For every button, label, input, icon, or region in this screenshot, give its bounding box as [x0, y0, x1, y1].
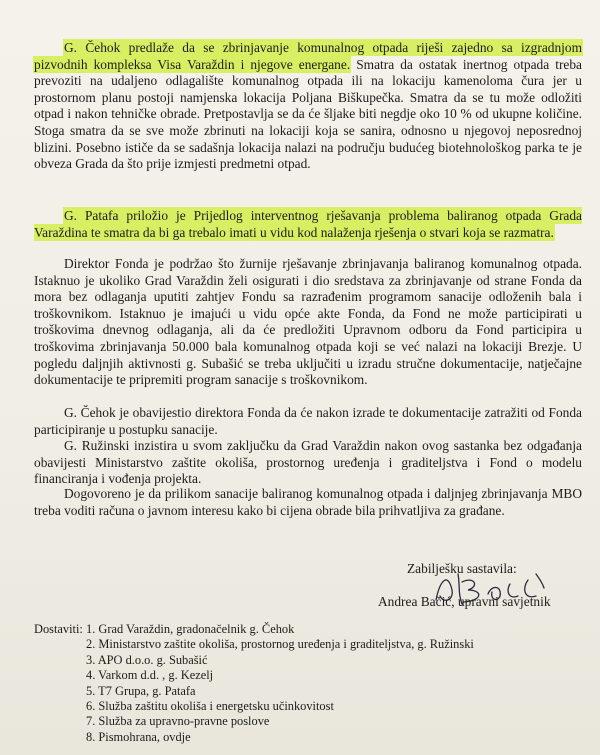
- list-item: 1. Grad Varaždin, gradonačelnik g. Čehok: [86, 622, 295, 636]
- list-item: 5. T7 Grupa, g. Patafa: [86, 683, 196, 698]
- paragraph-cehok-proposal: [34, 40, 582, 173]
- list-item: 2. Ministarstvo zaštite okoliša, prostornog uređenja i graditeljstva, g. Ružinski: [86, 637, 474, 652]
- list-item: 7. Služba za upravno-pravne poslove: [86, 714, 270, 729]
- list-item: 4. Varkom d.d. , g. Kezelj: [86, 668, 214, 683]
- list-item: 8. Pismohrana, ovdje: [86, 729, 191, 744]
- signature-label: Zabilješku sastavila:: [407, 561, 517, 576]
- paragraph-ruzinski-conclusion: G. Ružinski inzistira u svom zaključku da Grad Varaždin nakon ovog sastanka bez odgađanja obavijesti Ministarstvo zaštite okoliša, prostornog uređenja i graditeljstva i Fond o modelu financiranja i vođenja projekta.: [34, 438, 582, 487]
- paragraph-text: Smatra da ostatak inertnog otpada treba prevoziti na udaljeno odlagalište komunalnog otpada ili na lokaciju kamenoloma čura jer u prostornom planu postoji namjenska lokacija Poljana Biškupečka. Smatra da se tu može odložiti otpad i nakon tehničke obrade. Pretpostavlja se da će šljake biti negdje oko 10 % od ukupne količine. Stoga smatra da se sve može zbrinuti na lokaciji koja se sanira, odnosno u njegovoj neposrednoj blizini. Posebno ističe da se sadašnja lokacija nalazi na području budućeg biotehnološkog parka te je obveza Grada da što prije izmjesti predmetni otpad.: [34, 56, 582, 172]
- paragraph-fund-director: Direktor Fonda je podržao što žurnije rješavanje zbrinjavanja baliranog komunalnog otpada. Istaknuo je ukoliko Grad Varaždin želi osigurati i dio sredstava za zbrinjavanje od strane Fonda da mora bez odlaganja uputiti zahtjev Fondu sa razrađenim programom sanacije odloženih bala i troškovnikom. Istaknuo je imajući u vidu opće akte Fonda, da Fond ne može participirati u troškovima dnevnog odlaganja, ali da će predložiti Upravnom odboru da Fond participira u troškovima zbrinjavanja 50.000 bala komunalnog otpada koji se već nalazi na lokaciji Brezje. U pogledu daljnjih aktivnosti g. Subašić se treba uključiti u izradu stručne dokumentacije, natječajne dokumentacije te pripremiti program sanacije s troškovnikom.: [34, 256, 582, 388]
- highlighted-text: pizvodnih kompleksa Visa Varaždin i njegove energane.: [34, 56, 351, 72]
- paragraph-cehok-notice: G. Čehok je obavijestio direktora Fonda da će nakon izrade te dokumentacije zatražiti od Fonda participiranje u postupku sanacije.: [34, 405, 582, 437]
- highlighted-text: G. Čehok predlaže da se zbrinjavanje komunalnog otpada riješi zajedno sa izgradnjom: [64, 40, 582, 55]
- signatory-name: Andrea Bačić, upravni savjetnik: [378, 594, 551, 609]
- list-item: 3. APO d.o.o. g. Subašić: [86, 652, 208, 667]
- recipients-list: [86, 622, 474, 745]
- list-item: 6. Služba zaštitu okoliša i energetsku učinkovitost: [86, 699, 334, 714]
- paragraph-agreement: Dogovoreno je da prilikom sanacije baliranog komunalnog otpada i daljnjeg zbrinjavanja MBO treba voditi računa o javnom interesu kako bi cijena obrade bila prihvatljiva za građane.: [34, 486, 582, 518]
- paragraph-patafa-proposal: [34, 208, 582, 241]
- distribution-label: Dostaviti:: [34, 622, 83, 636]
- highlighted-text: G. Patafa priložio je Prijedlog interventnog rješavanja problema baliranog otpada Grada Varaždina te smatra da bi ga trebalo imati u vidu kod nalaženja rješenja o stvari koja se razmatra.: [34, 208, 582, 240]
